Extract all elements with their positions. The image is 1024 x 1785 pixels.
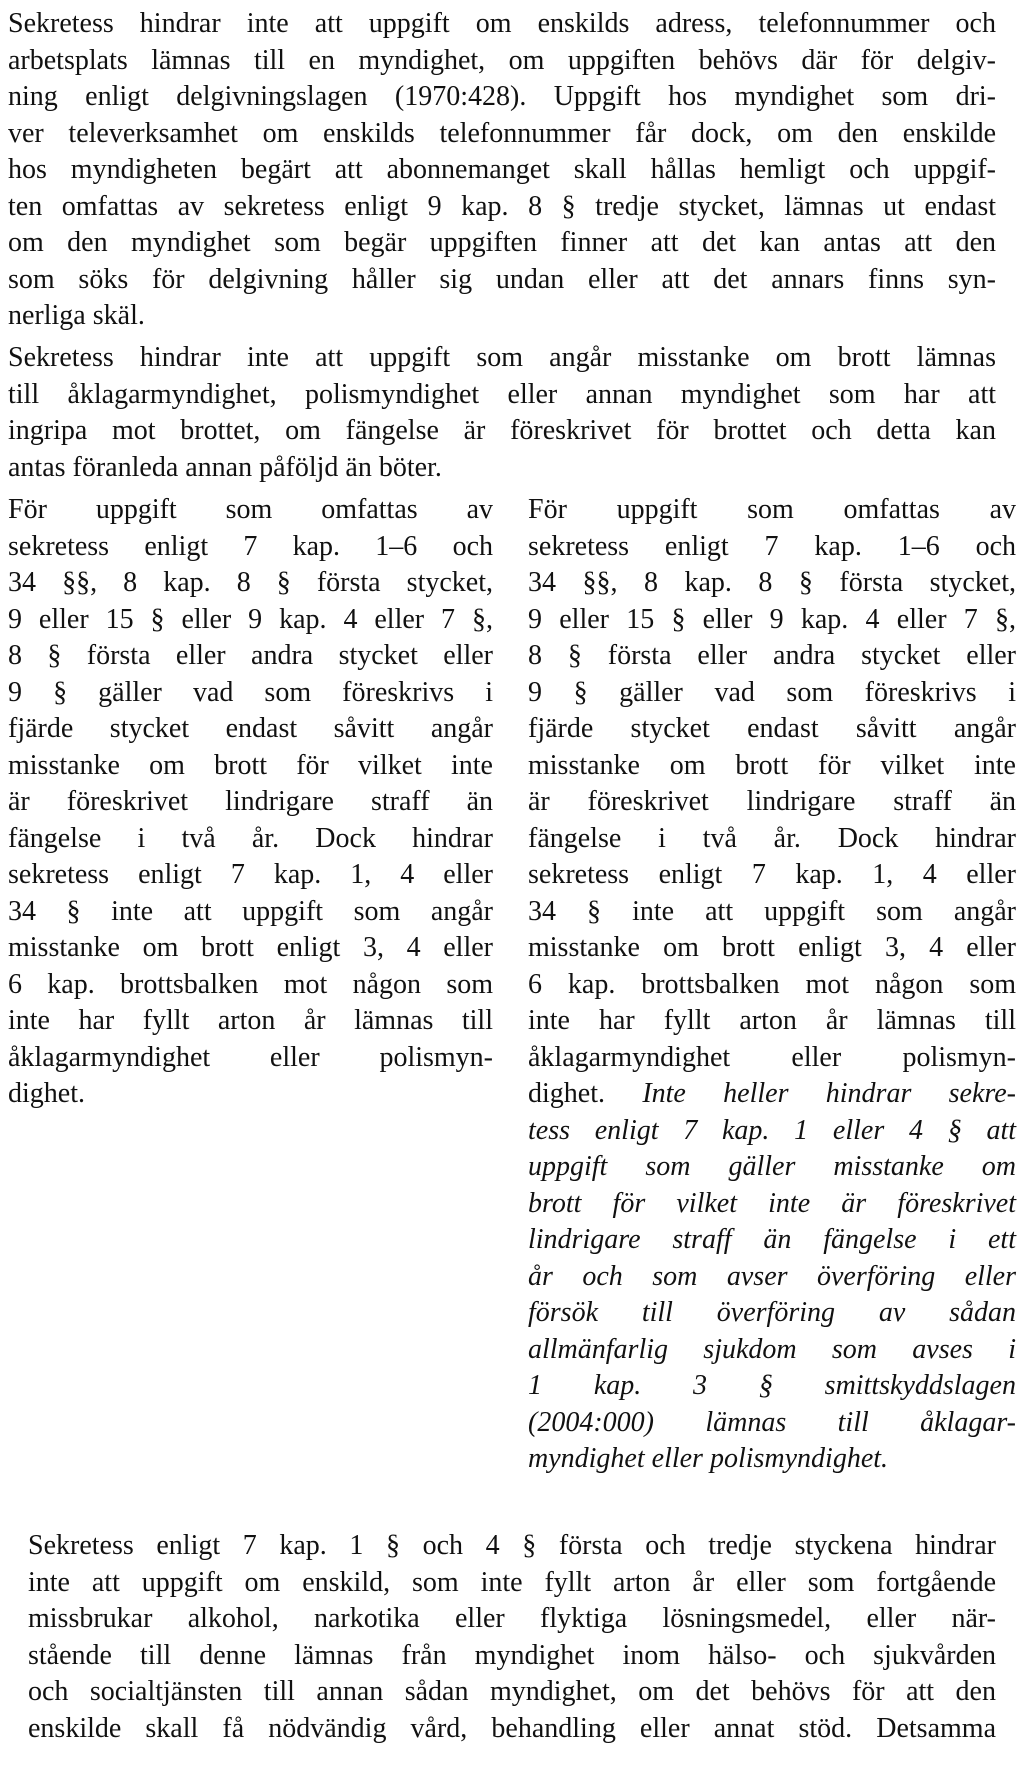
text-line: 9 eller 15 § eller 9 kap. 4 eller 7 §, bbox=[8, 603, 493, 635]
text-line: dighet. bbox=[8, 1078, 85, 1109]
italic-line: myndighet eller polismyndighet. bbox=[528, 1443, 889, 1474]
text-line: 6 kap. brottsbalken mot någon som bbox=[8, 968, 493, 1000]
paragraph-misstanke-brott bbox=[8, 340, 996, 486]
text-line: stående till denne lämnas från myndighet inom hälso- och sjukvården bbox=[28, 1639, 996, 1671]
text-line: antas föranleda annan påföljd än böter. bbox=[8, 451, 442, 483]
text-line: inte har fyllt arton år lämnas till bbox=[528, 1005, 1016, 1036]
text-line: För uppgift som omfattas av bbox=[8, 494, 493, 525]
text-line: sekretess enligt 7 kap. 1, 4 eller bbox=[528, 859, 1016, 890]
text-line: Sekretess hindrar inte att uppgift som angår misstanke om brott lämnas bbox=[8, 342, 996, 373]
text-line: fängelse i två år. Dock hindrar bbox=[8, 822, 493, 854]
text-line: hos myndigheten begärt att abonnemanget skall hållas hemligt och uppgif- bbox=[8, 154, 996, 185]
text-line: 6 kap. brottsbalken mot någon som bbox=[528, 968, 1016, 1000]
italic-line: (2004:000) lämnas till åklagar- bbox=[528, 1406, 1016, 1438]
text-line: fängelse i två år. Dock hindrar bbox=[528, 822, 1016, 854]
text-line: om den myndighet som begär uppgiften finner att det kan antas att den bbox=[8, 227, 996, 258]
text-line: som söks för delgivning håller sig undan eller att det annars finns syn- bbox=[8, 263, 996, 295]
text-line: fjärde stycket endast såvitt angår bbox=[8, 713, 493, 744]
text-line: 8 § första eller andra stycket eller bbox=[8, 640, 493, 671]
text-line: enskilde skall få nödvändig vård, behandling eller annat stöd. Detsamma bbox=[28, 1712, 996, 1744]
italic-line: brott för vilket inte är föreskrivet bbox=[528, 1187, 1016, 1219]
text-line: fjärde stycket endast såvitt angår bbox=[528, 713, 1016, 744]
italic-line: tess enligt 7 kap. 1 eller 4 § att bbox=[528, 1114, 1016, 1146]
italic-fragment: Inte heller hindrar sekre- bbox=[642, 1078, 1017, 1109]
italic-line: uppgift som gäller misstanke om bbox=[528, 1151, 1016, 1182]
text-line: ten omfattas av sekretess enligt 9 kap. 8 § tredje stycket, lämnas ut endast bbox=[8, 190, 996, 222]
paragraph-delgivning bbox=[8, 6, 996, 335]
italic-line: lindrigare straff än fängelse i ett bbox=[528, 1224, 1016, 1255]
text-line: inte har fyllt arton år lämnas till bbox=[8, 1005, 493, 1036]
column-proposed-text bbox=[528, 492, 1016, 1478]
plain-fragment: dighet. bbox=[528, 1078, 605, 1109]
text-line: ver televerksamhet om enskilds telefonnummer får dock, om den enskilde bbox=[8, 117, 996, 149]
text-line: 9 eller 15 § eller 9 kap. 4 eller 7 §, bbox=[528, 603, 1016, 635]
italic-line: år och som avser överföring eller bbox=[528, 1260, 1016, 1292]
text-line: ning enligt delgivningslagen (1970:428). Uppgift hos myndighet som dri- bbox=[8, 81, 996, 112]
italic-line: försök till överföring av sådan bbox=[528, 1297, 1016, 1328]
column-current-text bbox=[8, 492, 493, 1113]
text-line-mixed bbox=[528, 1076, 1016, 1113]
text-line: 9 § gäller vad som föreskrivs i bbox=[528, 676, 1016, 708]
paragraph-halso-sjukvard bbox=[28, 1528, 996, 1747]
italic-line: 1 kap. 3 § smittskyddslagen bbox=[528, 1370, 1016, 1401]
text-line: misstanke om brott för vilket inte bbox=[528, 749, 1016, 781]
text-line: ingripa mot brottet, om fängelse är föreskrivet för brottet och detta kan bbox=[8, 415, 996, 446]
text-line: arbetsplats lämnas till en myndighet, om uppgiften behövs där för delgiv- bbox=[8, 44, 996, 76]
text-line: missbrukar alkohol, narkotika eller flyktiga lösningsmedel, eller när- bbox=[28, 1603, 996, 1634]
text-line: Sekretess hindrar inte att uppgift om enskilds adress, telefonnummer och bbox=[8, 8, 996, 39]
text-line: misstanke om brott för vilket inte bbox=[8, 749, 493, 781]
text-line: misstanke om brott enligt 3, 4 eller bbox=[528, 932, 1016, 963]
text-line: är föreskrivet lindrigare straff än bbox=[528, 786, 1016, 817]
text-line: inte att uppgift om enskild, som inte fyllt arton år eller som fortgående bbox=[28, 1566, 996, 1598]
text-line: 34 §§, 8 kap. 8 § första stycket, bbox=[528, 567, 1016, 598]
text-line: Sekretess enligt 7 kap. 1 § och 4 § första och tredje styckena hindrar bbox=[28, 1530, 996, 1561]
text-line: sekretess enligt 7 kap. 1–6 och bbox=[528, 530, 1016, 562]
text-line: misstanke om brott enligt 3, 4 eller bbox=[8, 932, 493, 963]
text-line: sekretess enligt 7 kap. 1, 4 eller bbox=[8, 859, 493, 890]
text-line: 34 § inte att uppgift som angår bbox=[528, 895, 1016, 927]
text-line: 8 § första eller andra stycket eller bbox=[528, 640, 1016, 671]
text-line: är föreskrivet lindrigare straff än bbox=[8, 786, 493, 817]
text-line: 9 § gäller vad som föreskrivs i bbox=[8, 676, 493, 708]
text-line: 34 §§, 8 kap. 8 § första stycket, bbox=[8, 567, 493, 598]
text-line: nerliga skäl. bbox=[8, 300, 145, 331]
italic-line: allmänfarlig sjukdom som avses i bbox=[528, 1333, 1016, 1365]
text-line: till åklagarmyndighet, polismyndighet eller annan myndighet som har att bbox=[8, 378, 996, 410]
text-line: sekretess enligt 7 kap. 1–6 och bbox=[8, 530, 493, 562]
text-line: För uppgift som omfattas av bbox=[528, 494, 1016, 525]
text-line: 34 § inte att uppgift som angår bbox=[8, 895, 493, 927]
text-line: åklagarmyndighet eller polismyn- bbox=[528, 1041, 1016, 1073]
text-line: åklagarmyndighet eller polismyn- bbox=[8, 1041, 493, 1073]
text-line: och socialtjänsten till annan sådan myndighet, om det behövs för att den bbox=[28, 1676, 996, 1707]
